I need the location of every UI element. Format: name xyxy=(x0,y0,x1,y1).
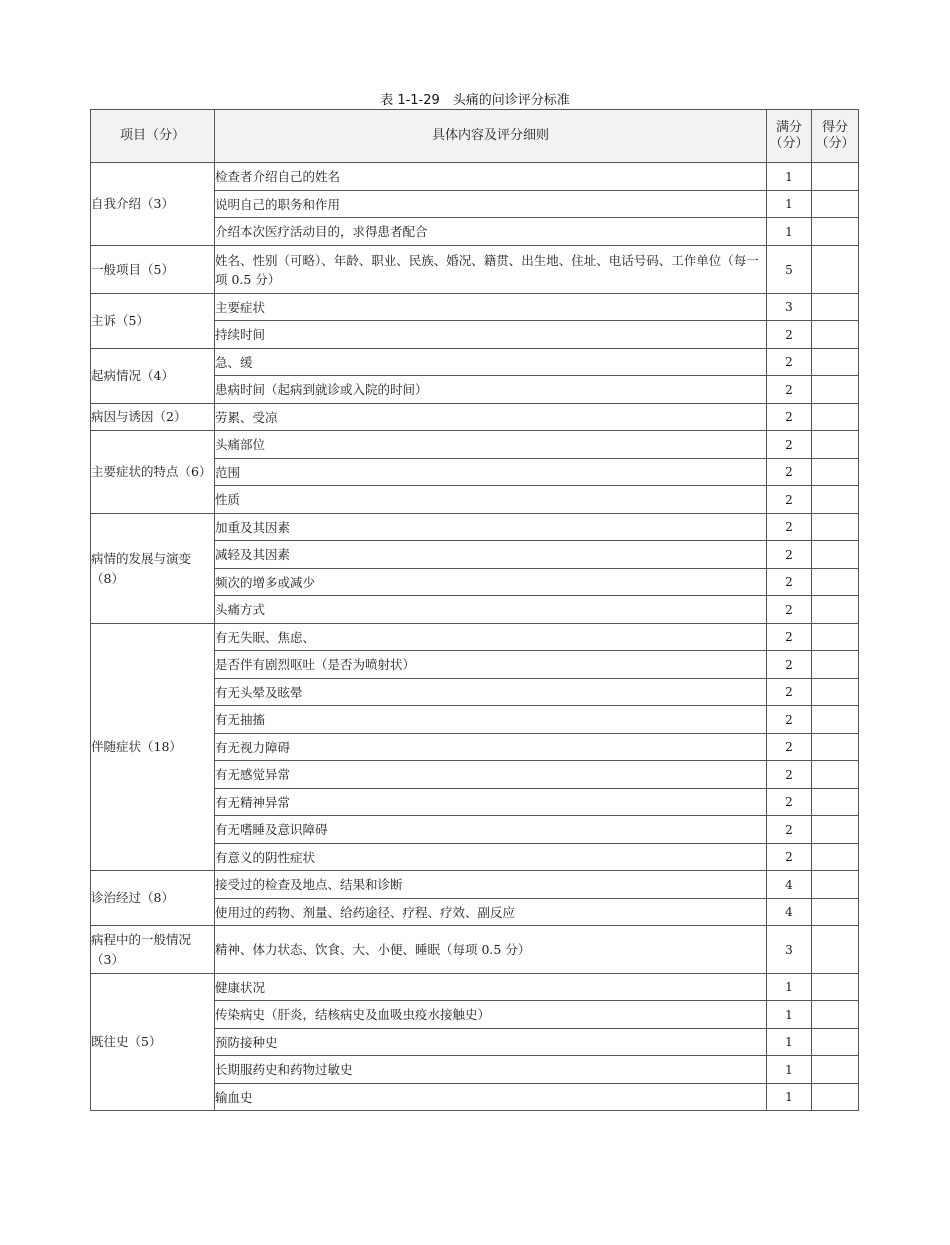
content-cell: 头痛方式 xyxy=(215,596,767,624)
score-input-cell[interactable] xyxy=(812,816,859,844)
header-full-score: 满分（分） xyxy=(767,110,812,163)
full-score-cell: 4 xyxy=(767,899,812,926)
table-row xyxy=(91,974,859,1001)
content-cell: 有无视力障碍 xyxy=(215,734,767,761)
full-score-cell: 5 xyxy=(767,246,812,294)
score-input-cell[interactable] xyxy=(812,899,859,926)
content-cell: 检查者介绍自己的姓名 xyxy=(215,163,767,191)
score-input-cell[interactable] xyxy=(812,163,859,191)
score-input-cell[interactable] xyxy=(812,679,859,706)
content-cell: 患病时间（起病到就诊或入院的时间） xyxy=(215,376,767,404)
full-score-cell: 3 xyxy=(767,926,812,974)
full-score-cell: 2 xyxy=(767,706,812,734)
full-score-cell: 1 xyxy=(767,191,812,218)
full-score-cell: 2 xyxy=(767,404,812,431)
score-input-cell[interactable] xyxy=(812,486,859,514)
score-input-cell[interactable] xyxy=(812,651,859,679)
full-score-cell: 2 xyxy=(767,431,812,459)
full-score-cell: 1 xyxy=(767,163,812,191)
header-item: 项目（分） xyxy=(91,110,215,163)
full-score-cell: 2 xyxy=(767,734,812,761)
full-score-cell: 2 xyxy=(767,816,812,844)
full-score-cell: 2 xyxy=(767,569,812,596)
content-cell: 有无感觉异常 xyxy=(215,761,767,789)
table-header-row xyxy=(91,110,859,163)
score-input-cell[interactable] xyxy=(812,761,859,789)
content-cell: 性质 xyxy=(215,486,767,514)
category-cell: 主要症状的特点（6） xyxy=(91,431,215,514)
score-input-cell[interactable] xyxy=(812,321,859,349)
score-input-cell[interactable] xyxy=(812,624,859,651)
full-score-cell: 2 xyxy=(767,321,812,349)
content-cell: 劳累、受凉 xyxy=(215,404,767,431)
full-score-cell: 4 xyxy=(767,871,812,899)
content-cell: 接受过的检查及地点、结果和诊断 xyxy=(215,871,767,899)
category-cell: 病情的发展与演变（8） xyxy=(91,514,215,624)
full-score-cell: 1 xyxy=(767,1084,812,1111)
full-score-cell: 1 xyxy=(767,1029,812,1056)
score-input-cell[interactable] xyxy=(812,596,859,624)
table-row xyxy=(91,163,859,191)
category-cell: 伴随症状（18） xyxy=(91,624,215,871)
score-input-cell[interactable] xyxy=(812,1029,859,1056)
full-score-cell: 2 xyxy=(767,651,812,679)
content-cell: 加重及其因素 xyxy=(215,514,767,541)
content-cell: 使用过的药物、剂量、给药途径、疗程、疗效、副反应 xyxy=(215,899,767,926)
full-score-cell: 2 xyxy=(767,514,812,541)
full-score-cell: 2 xyxy=(767,541,812,569)
score-input-cell[interactable] xyxy=(812,376,859,404)
score-input-cell[interactable] xyxy=(812,569,859,596)
content-cell: 是否伴有剧烈呕吐（是否为喷射状） xyxy=(215,651,767,679)
full-score-cell: 1 xyxy=(767,1056,812,1084)
table-row xyxy=(91,404,859,431)
score-input-cell[interactable] xyxy=(812,844,859,871)
table-row xyxy=(91,926,859,974)
table-row xyxy=(91,514,859,541)
score-input-cell[interactable] xyxy=(812,789,859,816)
category-cell: 诊治经过（8） xyxy=(91,871,215,926)
content-cell: 急、缓 xyxy=(215,349,767,376)
full-score-cell: 2 xyxy=(767,459,812,486)
content-cell: 输血史 xyxy=(215,1084,767,1111)
content-cell: 长期服药史和药物过敏史 xyxy=(215,1056,767,1084)
full-score-cell: 2 xyxy=(767,761,812,789)
score-input-cell[interactable] xyxy=(812,514,859,541)
category-cell: 病因与诱因（2） xyxy=(91,404,215,431)
content-cell: 有无精神异常 xyxy=(215,789,767,816)
full-score-cell: 1 xyxy=(767,974,812,1001)
category-cell: 自我介绍（3） xyxy=(91,163,215,246)
full-score-cell: 2 xyxy=(767,486,812,514)
scoring-table xyxy=(90,109,859,1111)
content-cell: 传染病史（肝炎，结核病史及血吸虫疫水接触史） xyxy=(215,1001,767,1029)
header-got-score: 得分（分） xyxy=(812,110,859,163)
content-cell: 说明自己的职务和作用 xyxy=(215,191,767,218)
full-score-cell: 3 xyxy=(767,294,812,321)
content-cell: 有无失眠、焦虑、 xyxy=(215,624,767,651)
header-content: 具体内容及评分细则 xyxy=(215,110,767,163)
score-input-cell[interactable] xyxy=(812,1056,859,1084)
content-cell: 主要症状 xyxy=(215,294,767,321)
score-input-cell[interactable] xyxy=(812,734,859,761)
category-cell: 病程中的一般情况（3） xyxy=(91,926,215,974)
category-cell: 一般项目（5） xyxy=(91,246,215,294)
category-cell: 起病情况（4） xyxy=(91,349,215,404)
score-input-cell[interactable] xyxy=(812,191,859,218)
table-row xyxy=(91,349,859,376)
content-cell: 介绍本次医疗活动目的，求得患者配合 xyxy=(215,218,767,246)
table-caption: 表 1-1-29 头痛的问诊评分标准 xyxy=(380,93,570,108)
full-score-cell: 2 xyxy=(767,789,812,816)
score-input-cell[interactable] xyxy=(812,871,859,899)
score-input-cell[interactable] xyxy=(812,404,859,431)
table-row xyxy=(91,431,859,459)
full-score-cell: 2 xyxy=(767,679,812,706)
score-input-cell[interactable] xyxy=(812,1084,859,1111)
score-input-cell[interactable] xyxy=(812,706,859,734)
content-cell: 减轻及其因素 xyxy=(215,541,767,569)
score-input-cell[interactable] xyxy=(812,541,859,569)
full-score-cell: 2 xyxy=(767,844,812,871)
content-cell: 有意义的阴性症状 xyxy=(215,844,767,871)
score-input-cell[interactable] xyxy=(812,926,859,974)
score-input-cell[interactable] xyxy=(812,294,859,321)
score-input-cell[interactable] xyxy=(812,431,859,459)
full-score-cell: 2 xyxy=(767,624,812,651)
content-cell: 持续时间 xyxy=(215,321,767,349)
category-cell: 既往史（5） xyxy=(91,974,215,1111)
content-cell: 预防接种史 xyxy=(215,1029,767,1056)
full-score-cell: 1 xyxy=(767,1001,812,1029)
table-row xyxy=(91,871,859,899)
score-input-cell[interactable] xyxy=(812,1001,859,1029)
content-cell: 姓名、性别（可略）、年龄、职业、民族、婚况、籍贯、出生地、住址、电话号码、工作单位（每一项 0.5 分） xyxy=(215,246,767,294)
content-cell: 精神、体力状态、饮食、大、小便、睡眠（每项 0.5 分） xyxy=(215,926,767,974)
full-score-cell: 2 xyxy=(767,596,812,624)
score-input-cell[interactable] xyxy=(812,459,859,486)
full-score-cell: 2 xyxy=(767,349,812,376)
content-cell: 健康状况 xyxy=(215,974,767,1001)
full-score-cell: 1 xyxy=(767,218,812,246)
table-row xyxy=(91,624,859,651)
category-cell: 主诉（5） xyxy=(91,294,215,349)
content-cell: 频次的增多或减少 xyxy=(215,569,767,596)
score-input-cell[interactable] xyxy=(812,246,859,294)
content-cell: 有无头晕及眩晕 xyxy=(215,679,767,706)
score-input-cell[interactable] xyxy=(812,974,859,1001)
table-row xyxy=(91,246,859,294)
content-cell: 有无嗜睡及意识障碍 xyxy=(215,816,767,844)
content-cell: 有无抽搐 xyxy=(215,706,767,734)
content-cell: 头痛部位 xyxy=(215,431,767,459)
content-cell: 范围 xyxy=(215,459,767,486)
table-row xyxy=(91,294,859,321)
score-input-cell[interactable] xyxy=(812,218,859,246)
score-input-cell[interactable] xyxy=(812,349,859,376)
full-score-cell: 2 xyxy=(767,376,812,404)
